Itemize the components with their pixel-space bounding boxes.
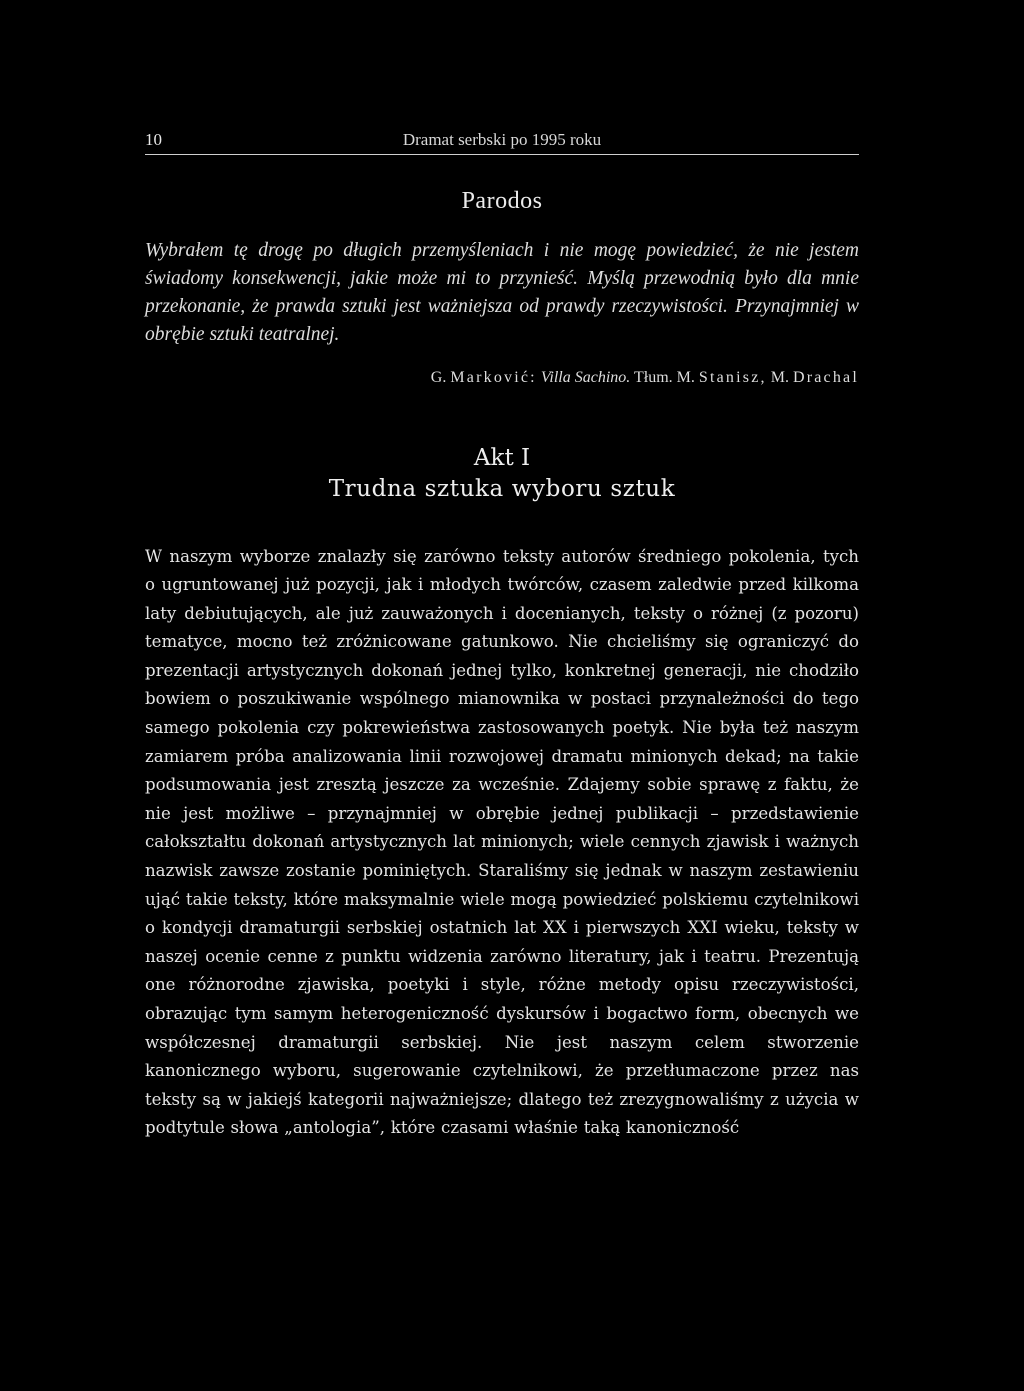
work-title: Villa Sachino. bbox=[540, 368, 631, 386]
running-title: Dramat serbski po 1995 roku bbox=[402, 130, 602, 149]
epigraph-attribution bbox=[145, 369, 859, 387]
act-heading bbox=[145, 443, 859, 505]
section-title: Parodos bbox=[461, 188, 543, 214]
running-head bbox=[145, 126, 859, 155]
epigraph: Wybrałem tę drogę po długich przemyśleniach i nie mogę powiedzieć, że nie jestem świadomy konsekwencji, jakie może mi to przynieść. Myślą przewodnią było dla mnie przekonanie, że prawda sztuki jest ważniejsza od prawdy rzeczywistości. Przynajmniej w obrębie sztuki teatralnej. bbox=[145, 240, 859, 345]
book-page bbox=[145, 126, 859, 1160]
act-subtitle: Trudna sztuka wyboru sztuk bbox=[328, 475, 676, 502]
body-paragraph: W naszym wyborze znalazły się zarówno teksty autorów średniego pokolenia, tych o ugruntowanej już pozycji, jak i młodych twórców, czasem zaledwie przed kilkoma laty debiutujących, ale już zauważonych i docenianych, teksty o różnej (z pozoru) tematyce, mocno też zróżnicowane gatunkowo. Nie chcieliśmy się ograniczyć do prezentacji artystycznych dokonań jednej tylko, konkretnej generacji, nie chodziło bowiem o poszukiwanie wspólnego mianownika w postaci przynależności do tego samego pokolenia czy pokrewieństwa zastosowanych poetyk. Nie była też naszym zamiarem próba analizowania linii rozwojowej dramatu minionych dekad; na takie podsumowania jest zresztą jeszcze za wcześnie. Zdajemy sobie sprawę z faktu, że nie jest możliwe – przynajmniej w obrębie jednej publikacji – przedstawienie całokształtu dokonań artystycznych lat minionych; wiele cennych zjawisk i ważnych nazwisk zawsze zostanie pominiętych. Staraliśmy się jednak w naszym zestawieniu ująć takie teksty, które maksymalnie wiele mogą powiedzieć polskiemu czytelnikowi o kondycji dramaturgii serbskiej ostatnich lat XX i pierwszych XXI wieku, teksty w naszej ocenie cenne z punktu widzenia zarówno literatury, jak i teatru. Prezentują one różnorodne zjawiska, poetyki i style, różne metody opisu rzeczywistości, obrazując tym samym heterogeniczność dyskursów i bogactwo form, obecnych we współczesnej dramaturgii serbskiej. Nie jest naszym celem stworzenie kanonicznego wyboru, sugerowanie czytelnikowi, że przetłumaczone przez nas teksty są w jakiejś kategorii najważniejsze; dlatego też zrezygnowaliśmy z użycia w podtytule słowa „antologia”, które czasami właśnie taką kanoniczność bbox=[145, 546, 859, 1138]
author-name: Marković: bbox=[450, 368, 537, 386]
translation-label: Tłum. M. bbox=[634, 368, 695, 386]
page-number: 10 bbox=[145, 130, 162, 149]
act-label: Akt I bbox=[473, 444, 531, 471]
author-initial: G. bbox=[430, 368, 447, 386]
translator-2-initial: M. bbox=[770, 368, 789, 386]
translator-1: Stanisz, bbox=[698, 368, 767, 386]
translator-2: Drachal bbox=[792, 368, 859, 386]
